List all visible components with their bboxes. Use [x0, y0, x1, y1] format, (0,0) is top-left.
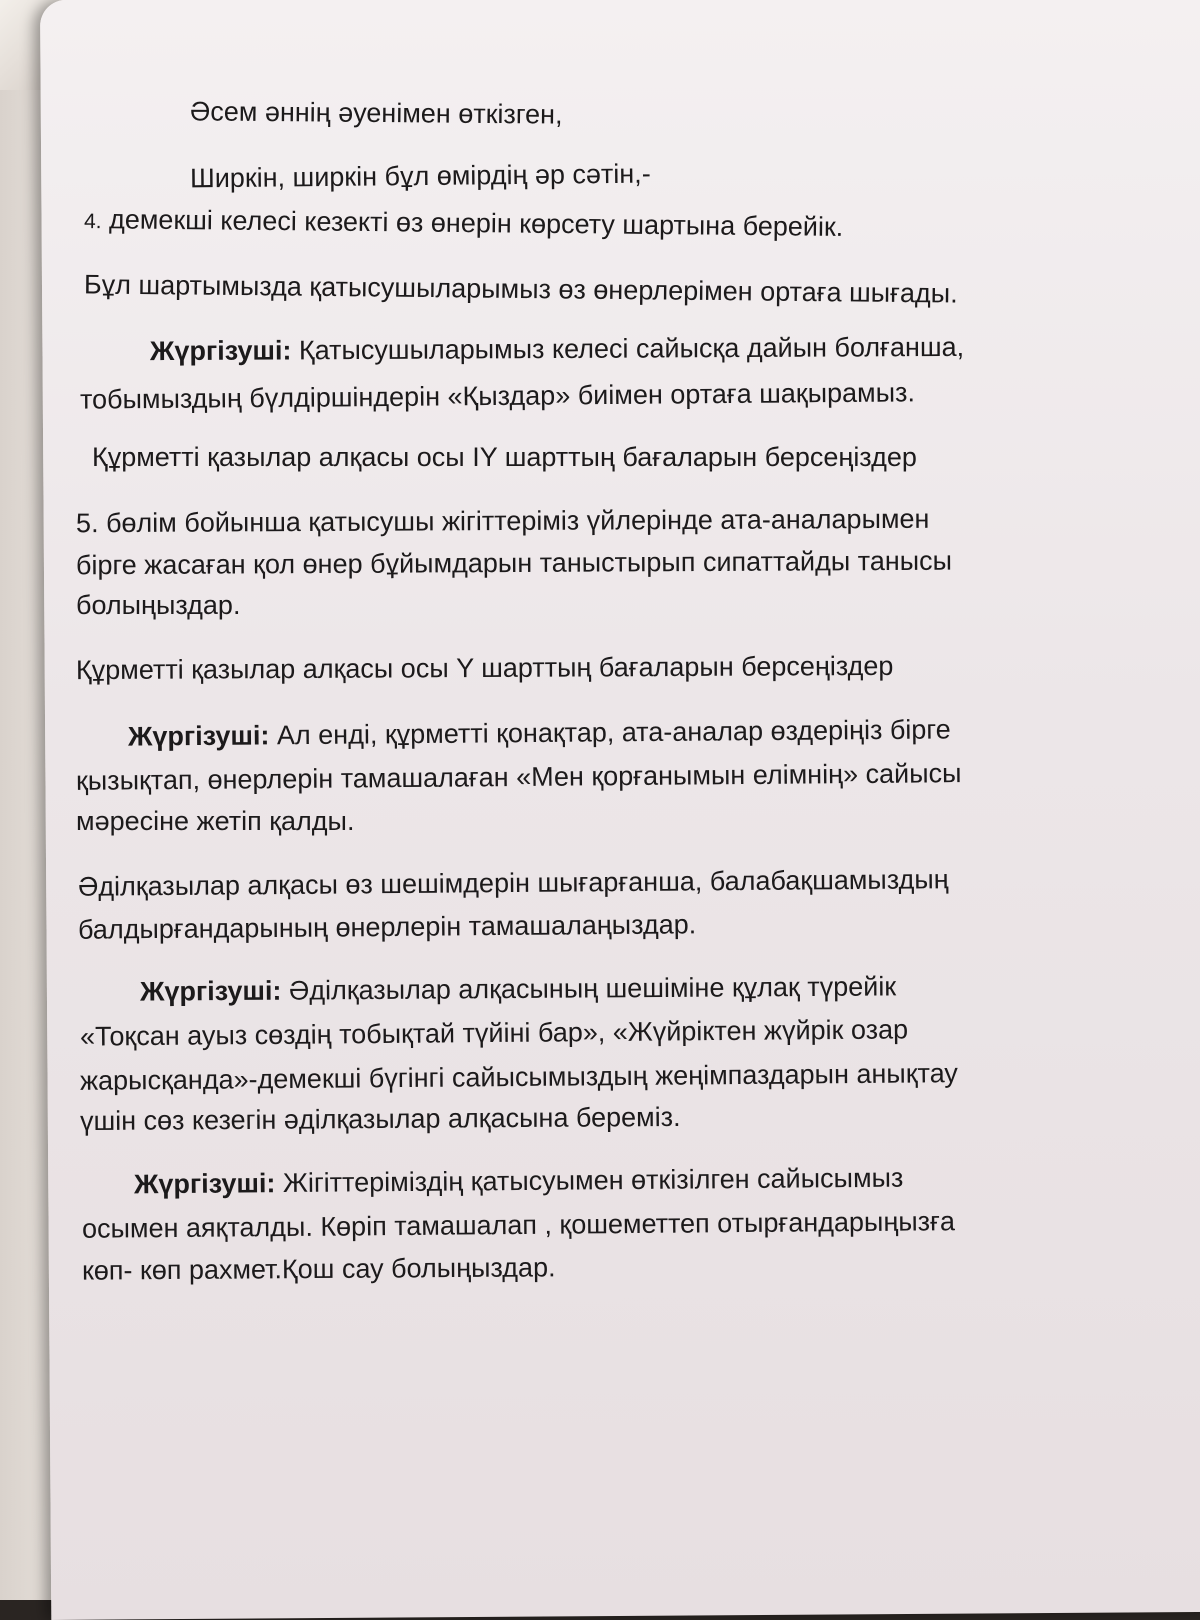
jury-decision-line-1: Әділқазылар алқасы өз шешімдерін шығарғанша, балабақшамыздың: [77, 864, 949, 902]
paragraph-2-line-1: [128, 708, 951, 758]
item-4: [84, 198, 844, 251]
jury-request-iv: Құрметті қазылар алқасы осы IY шарттың бағаларын берсеңіздер: [92, 442, 917, 472]
part-5-line-1: 5. бөлім бойынша қатысушы жігіттеріміз үйлерінде ата-аналарымен: [75, 503, 930, 539]
paragraph-3-line-2: «Тоқсан ауыз сөздің тобықтай түйіні бар», «Жүйріктен жүйрік озар: [79, 1014, 909, 1052]
poem-line-1: Әсем әннің әуенімен өткізген,: [189, 96, 563, 130]
paragraph-3-line-3: жарысқанда»-демекші бүгінгі сайысымыздың жеңімпаздарын анықтау: [79, 1058, 958, 1096]
part-5-line-2: бірге жасаған қол өнер бұйымдарын таныстырып сипаттайды танысы: [75, 545, 953, 581]
paragraph-4-text: Жігіттеріміздің қатысуымен өткізілген сайысымыз: [282, 1162, 904, 1199]
paragraph-3-line-1: [140, 965, 896, 1013]
jury-decision-line-2: балдырғандарының өнерлерін тамашалаңыздар.: [77, 909, 697, 945]
paragraph-1-text: Қатысушыларымыз келесі сайысқа дайын болғанша,: [298, 331, 965, 366]
paragraph-2-line-3: мәресіне жетіп қалды.: [76, 806, 355, 836]
paragraph-2-text: Ал енді, құрметті қонақтар, ата-аналар өздеріңіз бірге: [276, 714, 951, 751]
paragraph-1-line-2: тобымыздың бүлдіршіндерін «Қыздар» биімен ортаға шақырамыз.: [79, 377, 916, 415]
speaker-label: Жүргізуші:: [149, 335, 292, 367]
condition-intro: Бұл шартымызда қатысушыларымыз өз өнерлерімен ортаға шығады.: [83, 269, 958, 309]
paragraph-4-line-3: көп- көп рахмет.Қош сау болыңыздар.: [81, 1252, 556, 1286]
jury-request-v: Құрметті қазылар алқасы осы Y шарттың бағаларын берсеңіздер: [75, 650, 894, 686]
paragraph-4-line-2: осымен аяқталды. Көріп тамашалап , қошеметтеп отырғандарыңызға: [81, 1206, 956, 1244]
speaker-label: Жүргізуші:: [127, 720, 270, 752]
poem-line-2: Ширкін, ширкін бұл өмірдің әр сәтін,-: [189, 158, 651, 194]
item-4-text: демекші келесі кезекті өз өнерін көрсету шартына берейік.: [108, 204, 844, 242]
paragraph-4-line-1: [134, 1157, 904, 1207]
item-4-number: 4.: [83, 210, 102, 234]
part-5-line-3: болыңыздар.: [76, 590, 241, 620]
paragraph-3-text: Әділқазылар алқасының шешіміне құлақ түрейік: [288, 971, 897, 1006]
paragraph-2-line-2: қызықтап, өнерлерін тамашалаған «Мен қорғанымын елімнің» сайысы: [75, 758, 962, 796]
paragraph-1-line-1: [150, 326, 964, 373]
speaker-label: Жүргізуші:: [139, 975, 282, 1007]
paragraph-3-line-4: үшін сөз кезегін әділқазылар алқасына береміз.: [79, 1101, 681, 1137]
speaker-label: Жүргізуші:: [133, 1168, 276, 1200]
